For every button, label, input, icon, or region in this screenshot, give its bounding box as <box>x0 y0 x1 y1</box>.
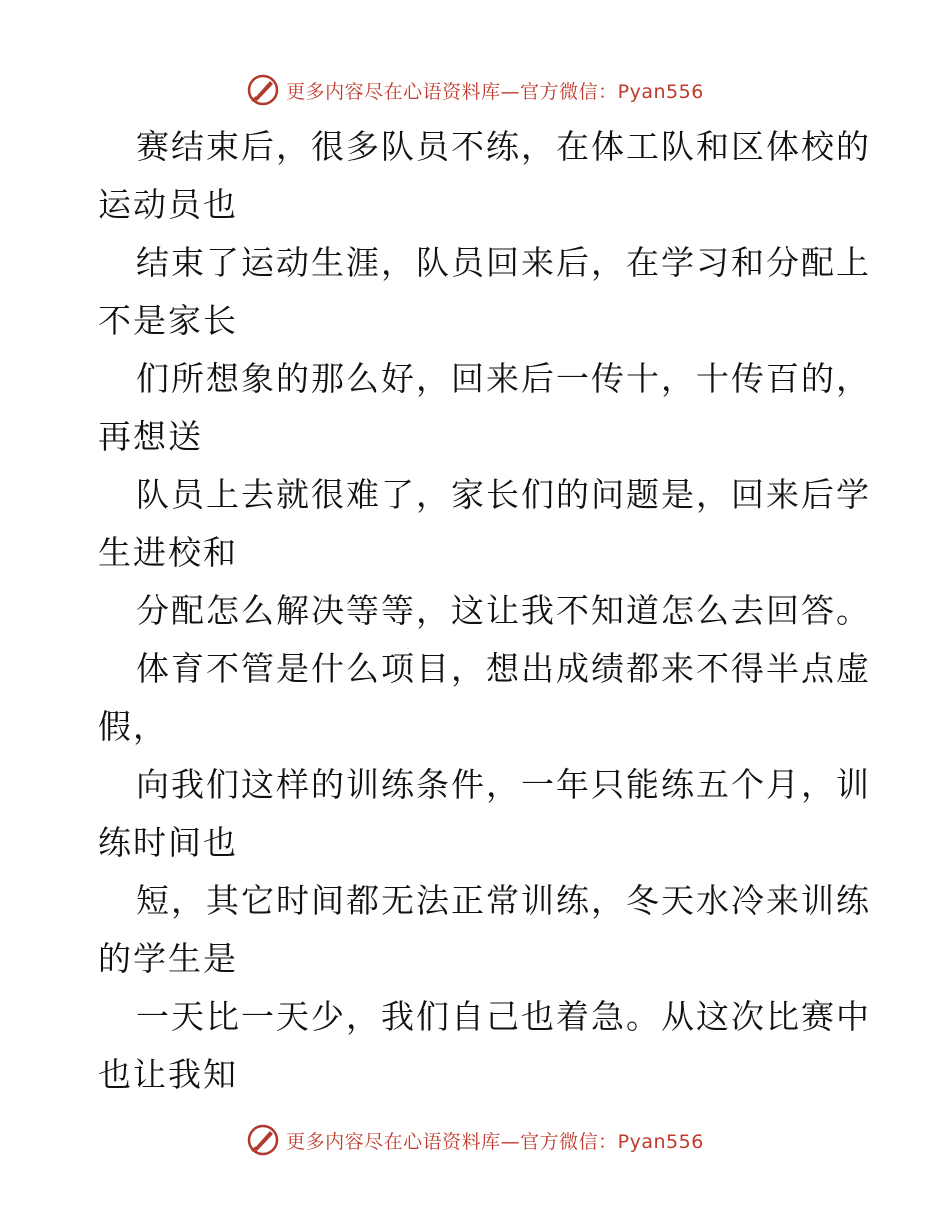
text-line: 也让我知 <box>98 1055 238 1094</box>
quill-pen-icon <box>246 1123 280 1157</box>
text-line: 短，其它时间都无法正常训练，冬天水冷来训练 <box>136 881 871 920</box>
text-line: 们所想象的那么好，回来后一传十，十传百的， <box>136 359 871 398</box>
watermark-text: 更多内容尽在心语资料库—官方微信：Pyan556 <box>286 80 704 103</box>
text-line: 的学生是 <box>98 939 238 978</box>
text-line: 生进校和 <box>98 533 238 572</box>
text-line: 练时间也 <box>98 823 238 862</box>
text-line: 一天比一天少，我们自己也着急。从这次比赛中 <box>136 997 871 1036</box>
watermark-text: 更多内容尽在心语资料库—官方微信：Pyan556 <box>286 1130 704 1153</box>
text-line: 队员上去就很难了，家长们的问题是，回来后学 <box>136 475 871 514</box>
text-line: 再想送 <box>98 417 203 456</box>
text-line: 运动员也 <box>98 185 238 224</box>
text-line: 赛结束后，很多队员不练，在体工队和区体校的 <box>136 127 871 166</box>
text-line: 假， <box>98 707 168 746</box>
text-line: 向我们这样的训练条件，一年只能练五个月，训 <box>136 765 871 804</box>
text-line: 不是家长 <box>98 301 238 340</box>
text-line: 分配怎么解决等等，这让我不知道怎么去回答。 <box>136 591 871 630</box>
quill-pen-icon <box>246 73 280 107</box>
text-line: 体育不管是什么项目，想出成绩都来不得半点虚 <box>136 649 871 688</box>
document-body <box>98 118 871 1104</box>
footer-watermark <box>0 1120 950 1160</box>
header-watermark <box>0 70 950 110</box>
text-line: 结束了运动生涯，队员回来后，在学习和分配上 <box>136 243 871 282</box>
